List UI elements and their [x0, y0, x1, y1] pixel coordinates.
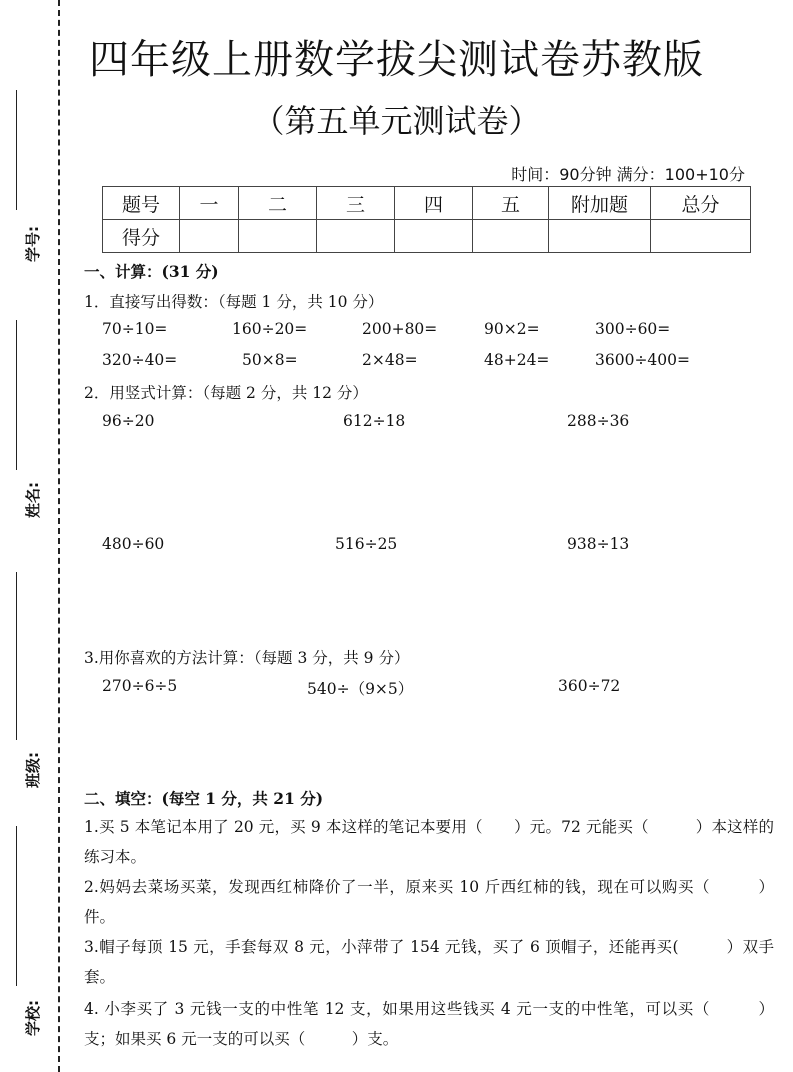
oral-calc-item: 320÷40= — [102, 351, 178, 369]
binding-dashed-line — [58, 0, 60, 1072]
easy-calc-item: 270÷6÷5 — [102, 677, 178, 695]
fill-question: 4. 小李买了 3 元钱一支的中性笔 12 支，如果用这些钱买 4 元一支的中性笔，可以买（ ）支；如果买 6 元一支的可以买（ ）支。 — [84, 1000, 774, 1048]
score-header-cell: 二 — [239, 187, 317, 220]
oral-calc-item: 160÷20= — [232, 320, 308, 338]
oral-calc-item: 200+80= — [362, 320, 438, 338]
time-info: 时间：90分钟 满分：100+10分 — [511, 165, 745, 184]
score-cell[interactable] — [317, 220, 395, 253]
section-2-heading: 二、填空：(每空 1 分，共 21 分) — [84, 789, 324, 808]
fill-question: 1.买 5 本笔记本用了 20 元，买 9 本这样的笔记本要用（ ）元。72 元能买（ ）本这样的练习本。 — [84, 818, 774, 866]
score-table-header-row — [103, 187, 751, 220]
oral-calc-item: 3600÷400= — [595, 351, 691, 369]
class-label: 班级: — [24, 752, 42, 788]
easy-calc-item: 540÷（9×5） — [307, 680, 414, 698]
score-header-cell: 五 — [473, 187, 549, 220]
vertical-calc-item: 480÷60 — [102, 535, 165, 553]
score-header-cell: 附加题 — [549, 187, 651, 220]
score-cell[interactable] — [239, 220, 317, 253]
score-header-cell: 总分 — [651, 187, 751, 220]
score-table — [102, 186, 751, 253]
page-title: 四年级上册数学拔尖测试卷苏教版 — [89, 37, 704, 83]
oral-calc-item: 2×48= — [362, 351, 418, 369]
score-header-cell: 三 — [317, 187, 395, 220]
score-table-score-row — [103, 220, 751, 253]
q2-title: 2．用竖式计算：（每题 2 分，共 12 分） — [84, 384, 368, 402]
page-subtitle: （第五单元测试卷） — [252, 102, 541, 140]
q1-title: 1．直接写出得数：（每题 1 分，共 10 分） — [84, 293, 384, 311]
score-cell[interactable] — [180, 220, 239, 253]
section-1-heading: 一、计算：(31 分) — [84, 262, 219, 281]
easy-calc-item: 360÷72 — [558, 677, 621, 695]
score-row-label: 得分 — [103, 220, 180, 253]
score-header-cell: 四 — [395, 187, 473, 220]
name-label: 姓名: — [24, 482, 42, 518]
score-cell[interactable] — [549, 220, 651, 253]
name-rule — [16, 320, 17, 470]
oral-calc-item: 48+24= — [484, 351, 550, 369]
score-cell[interactable] — [473, 220, 549, 253]
vertical-calc-item: 516÷25 — [335, 535, 398, 553]
school-label: 学校: — [24, 1000, 42, 1036]
student-no-label: 学号: — [24, 226, 42, 262]
vertical-calc-item: 612÷18 — [343, 412, 406, 430]
oral-calc-item: 70÷10= — [102, 320, 168, 338]
vertical-calc-item: 288÷36 — [567, 412, 630, 430]
fill-question: 2.妈妈去菜场买菜，发现西红柿降价了一半，原来买 10 斤西红柿的钱，现在可以购买（ ）件。 — [84, 878, 774, 926]
vertical-calc-item: 938÷13 — [567, 535, 630, 553]
oral-calc-item: 50×8= — [242, 351, 298, 369]
fill-question: 3.帽子每顶 15 元，手套每双 8 元，小萍带了 154 元钱，买了 6 顶帽子，还能再买( ）双手套。 — [84, 938, 774, 986]
score-header-cell: 题号 — [103, 187, 180, 220]
vertical-calc-item: 96÷20 — [102, 412, 155, 430]
class-rule — [16, 572, 17, 740]
score-cell[interactable] — [395, 220, 473, 253]
oral-calc-item: 90×2= — [484, 320, 540, 338]
q3-title: 3.用你喜欢的方法计算：（每题 3 分，共 9 分） — [84, 649, 410, 667]
score-cell[interactable] — [651, 220, 751, 253]
school-rule — [16, 826, 17, 986]
score-header-cell: 一 — [180, 187, 239, 220]
oral-calc-item: 300÷60= — [595, 320, 671, 338]
